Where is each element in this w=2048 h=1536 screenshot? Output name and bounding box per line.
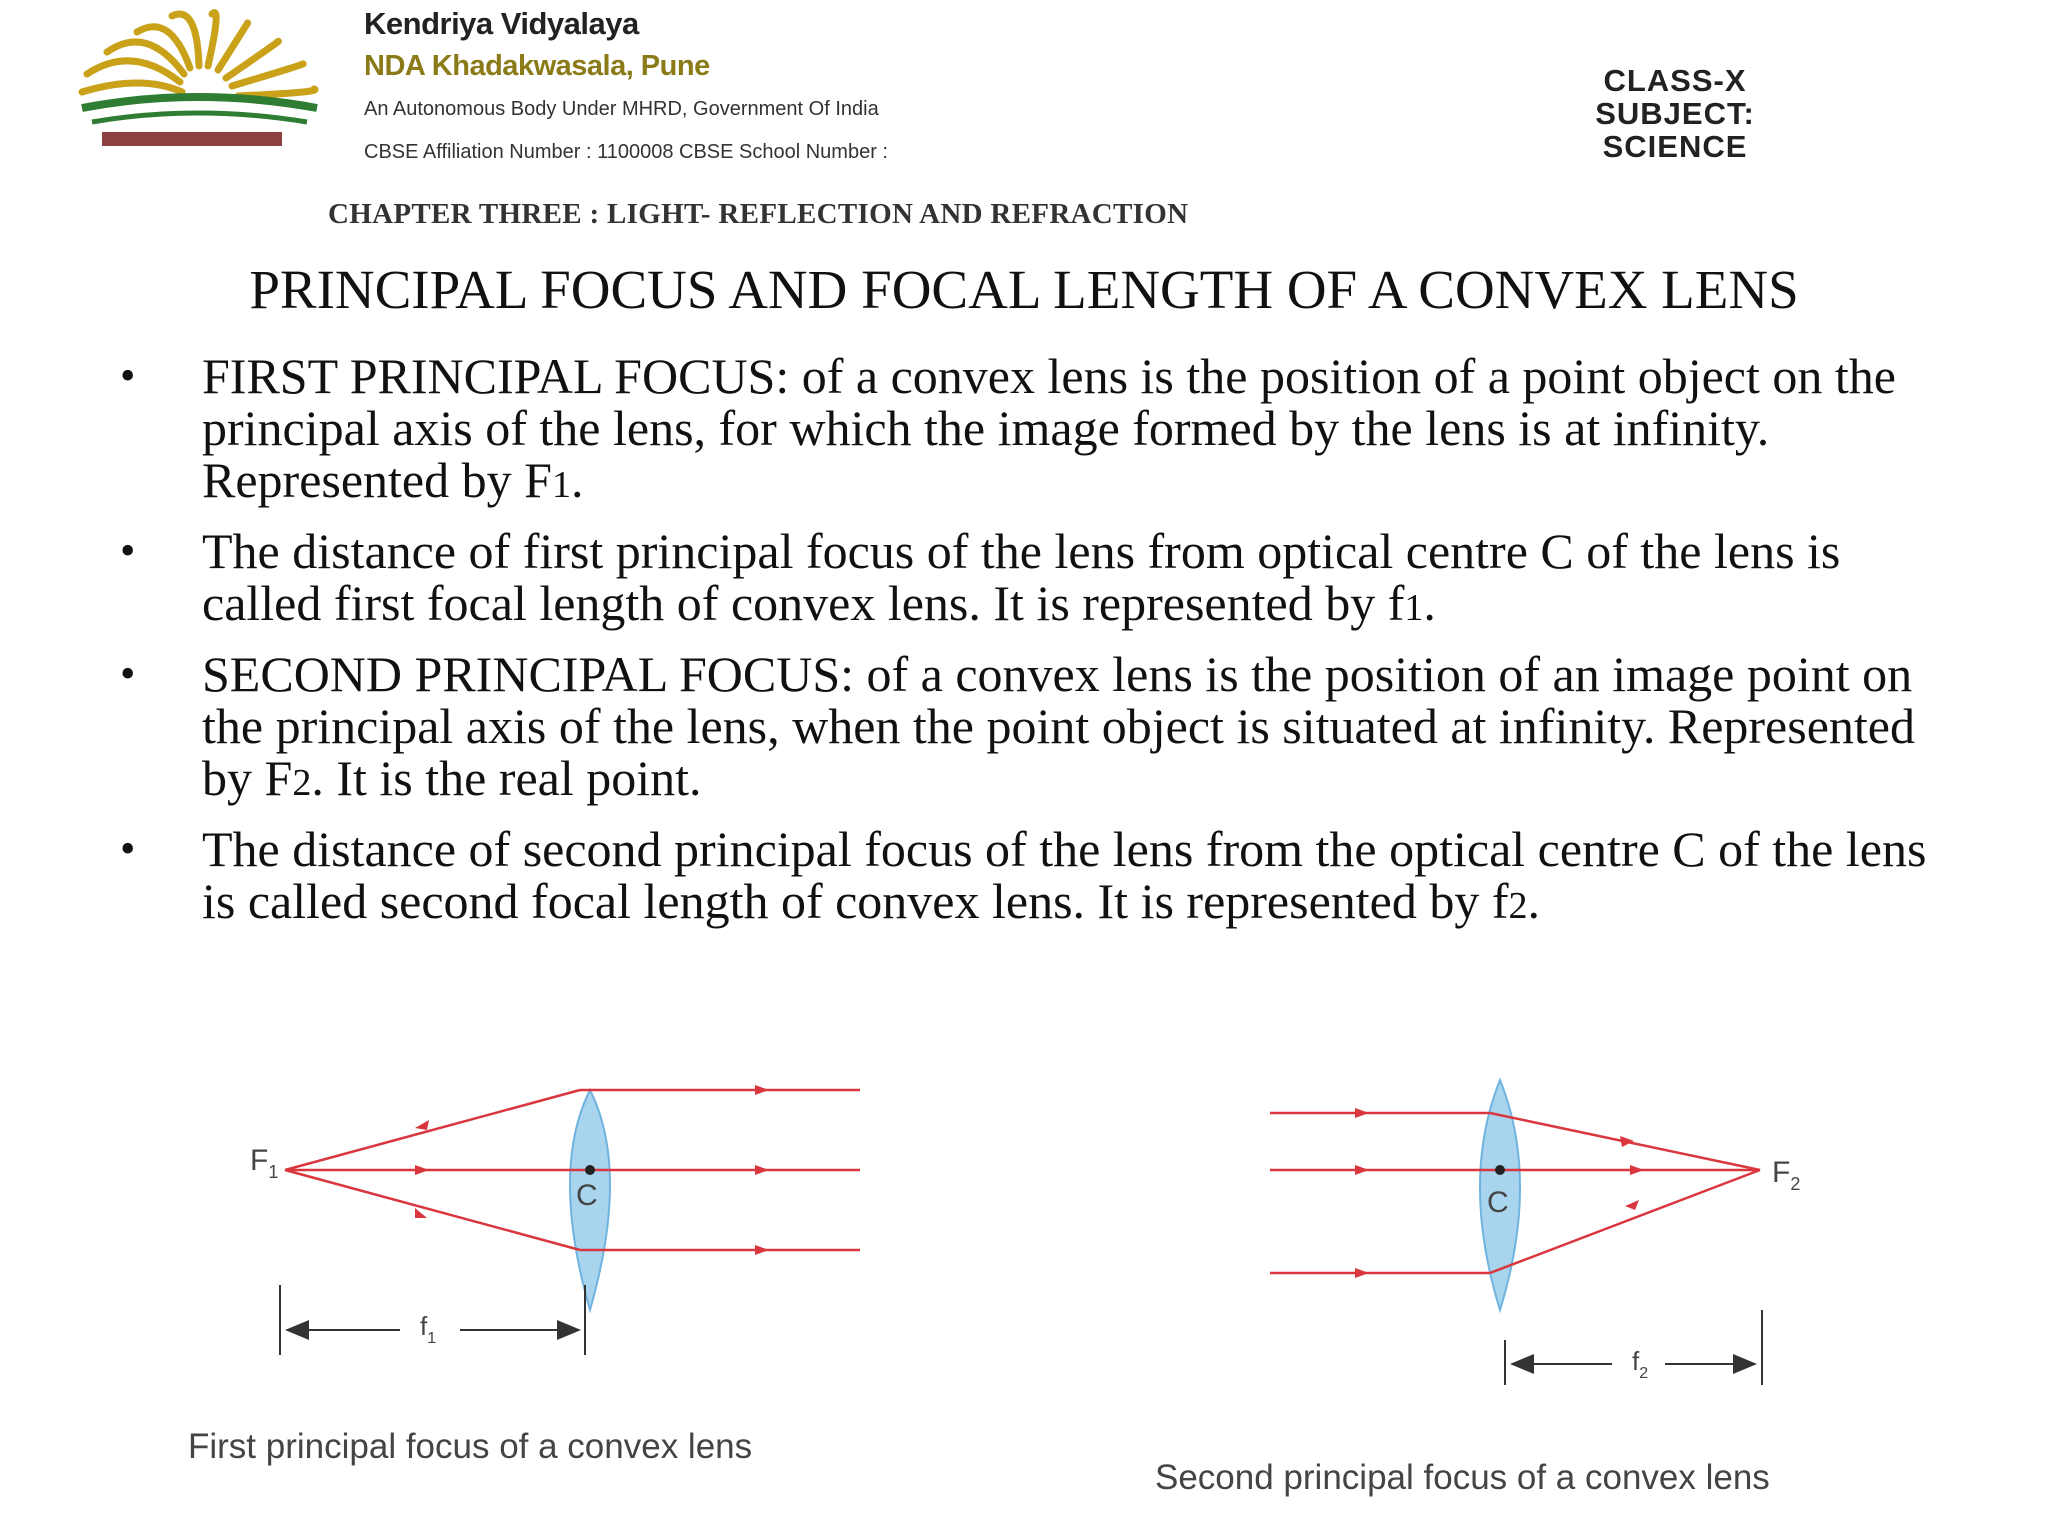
svg-text:f2: $f_2$ [1632,1346,1649,1382]
school-authority: An Autonomous Body Under MHRD, Government Of India [364,98,879,120]
cbse-affiliation: CBSE Affiliation Number : 1100008 CBSE School Number : [364,141,888,163]
bullet-item: • The distance of second principal focus of the lens from the optical centre C of the lens is called second focal length of convex lens. It is represented by f2. [120,821,1927,929]
centre-label: C [576,1179,598,1212]
school-location: NDA Khadakwasala, Pune [364,50,710,82]
chapter-heading: CHAPTER THREE : LIGHT- REFLECTION AND REFRACTION [328,198,1189,230]
subject-value: SCIENCE [1602,129,1748,164]
optical-centre-dot [1495,1165,1505,1175]
optical-centre-dot [585,1165,595,1175]
svg-text:F2: $F_2$ [1772,1156,1801,1194]
length-label: f [420,1311,428,1341]
diagram-2-caption: Second principal focus of a convex lens [1155,1458,1770,1497]
bullet-item: • The distance of first principal focus of the lens from optical centre C of the lens is called first focal length of convex lens. It is represented by f1. [120,523,1841,631]
bullet-list [120,350,1950,946]
class-subject-box [1555,64,1795,163]
bullet-dot-icon: • [120,649,136,698]
kv-sun-emblem-icon [62,4,332,164]
school-name: Kendriya Vidyalaya [364,6,639,41]
bullet-dot-icon: • [120,351,136,400]
focus-label: F [1772,1156,1791,1189]
class-label: CLASS-X [1603,63,1747,98]
bullet-dot-icon: • [120,526,136,575]
first-focus-diagram [235,1010,875,1390]
length-label: f [1632,1346,1640,1376]
centre-label: C [1487,1186,1509,1219]
svg-text:f1: $f_1$ [420,1311,437,1347]
focus-label: F [250,1144,269,1177]
slide-title: PRINCIPAL FOCUS AND FOCAL LENGTH OF A CONVEX LENS [249,259,1799,320]
second-focus-diagram [1260,1010,1900,1410]
bullet-dot-icon: • [120,824,136,873]
bullet-item: • FIRST PRINCIPAL FOCUS: of a convex lens is the position of a point object on the principal axis of the lens, for which the image formed by the lens is at infinity. Represented by F1. [120,348,1896,508]
svg-text:F1: $F_1$ [250,1144,279,1182]
diagram-1-caption: First principal focus of a convex lens [188,1427,753,1466]
subject-label: SUBJECT: [1595,96,1755,131]
bullet-item: • SECOND PRINCIPAL FOCUS: of a convex lens is the position of an image point on the principal axis of the lens, when the point object is situated at infinity. Represented by F2. It is the real point. [120,646,1915,806]
